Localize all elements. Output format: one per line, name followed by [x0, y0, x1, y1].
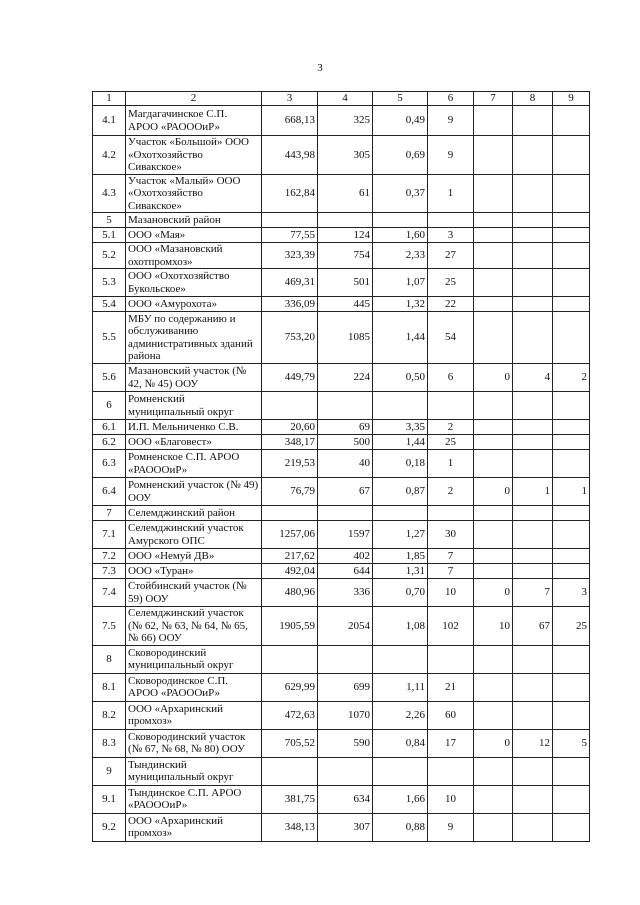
table-cell: 753,20: [262, 312, 318, 364]
table-cell: 6.3: [93, 450, 126, 478]
table-cell: [474, 269, 513, 297]
table-cell: 0,49: [373, 106, 428, 136]
table-cell: 21: [428, 673, 474, 701]
table-cell: [474, 312, 513, 364]
table-cell: [553, 813, 590, 841]
table-cell: [318, 213, 373, 228]
table-cell: [474, 174, 513, 213]
table-cell: 1,44: [373, 312, 428, 364]
table-cell: Стойбинский участок (№ 59) ООУ: [126, 579, 262, 607]
table-cell: Сковородинское С.П. АРОО «РАОООиР»: [126, 673, 262, 701]
table-cell: 5.6: [93, 364, 126, 392]
table-cell: [474, 420, 513, 435]
header-cell: 6: [428, 92, 474, 106]
table-cell: 61: [318, 174, 373, 213]
table-cell: [553, 506, 590, 521]
table-cell: 492,04: [262, 564, 318, 579]
table-cell: [474, 673, 513, 701]
table-cell: Участок «Большой» ООО «Охотхозяйство Сивакское»: [126, 136, 262, 175]
table-cell: [513, 435, 553, 450]
table-cell: 7.1: [93, 521, 126, 549]
table-cell: 754: [318, 243, 373, 269]
table-cell: 5: [93, 213, 126, 228]
table-row: [93, 420, 590, 435]
table-cell: 501: [318, 269, 373, 297]
table-cell: 1597: [318, 521, 373, 549]
table-cell: 1,60: [373, 228, 428, 243]
table-cell: [513, 701, 553, 729]
table-cell: [513, 549, 553, 564]
data-table: [92, 91, 590, 842]
table-cell: 8: [93, 645, 126, 673]
table-cell: 4.3: [93, 174, 126, 213]
table-cell: 1: [428, 174, 474, 213]
table-cell: 2: [428, 420, 474, 435]
table-cell: 67: [513, 607, 553, 646]
table-cell: 5: [553, 729, 590, 757]
table-cell: [513, 757, 553, 785]
table-cell: [513, 228, 553, 243]
table-cell: И.П. Мельниченко С.В.: [126, 420, 262, 435]
table-cell: ООО «Охотхозяйство Букольское»: [126, 269, 262, 297]
table-cell: 449,79: [262, 364, 318, 392]
table-cell: [513, 106, 553, 136]
table-cell: 7: [428, 549, 474, 564]
table-cell: 6.2: [93, 435, 126, 450]
table-cell: 402: [318, 549, 373, 564]
table-cell: Магдагачинское С.П. АРОО «РАОООиР»: [126, 106, 262, 136]
table-cell: ООО «Благовест»: [126, 435, 262, 450]
table-cell: [513, 521, 553, 549]
table-cell: 2: [428, 478, 474, 506]
table-cell: 2054: [318, 607, 373, 646]
table-cell: 60: [428, 701, 474, 729]
table-row: [93, 228, 590, 243]
table-cell: 54: [428, 312, 474, 364]
table-cell: 480,96: [262, 579, 318, 607]
table-cell: [474, 521, 513, 549]
header-cell: 3: [262, 92, 318, 106]
table-cell: 20,60: [262, 420, 318, 435]
table-row: [93, 549, 590, 564]
table-cell: [513, 450, 553, 478]
table-cell: [553, 757, 590, 785]
table-cell: [474, 106, 513, 136]
table-cell: [553, 564, 590, 579]
table-cell: Селемджинский участок (№ 62, № 63, № 64, № 65, № 66) ООУ: [126, 607, 262, 646]
table-row: [93, 106, 590, 136]
table-cell: 4.2: [93, 136, 126, 175]
table-cell: 1,11: [373, 673, 428, 701]
header-cell: 1: [93, 92, 126, 106]
table-cell: 1: [553, 478, 590, 506]
table-cell: 6.1: [93, 420, 126, 435]
table-cell: [474, 785, 513, 813]
table-cell: 27: [428, 243, 474, 269]
table-cell: 0,18: [373, 450, 428, 478]
table-row: [93, 564, 590, 579]
table-row: [93, 785, 590, 813]
table-cell: [553, 392, 590, 420]
table-cell: [553, 213, 590, 228]
header-cell: 4: [318, 92, 373, 106]
table-cell: [428, 506, 474, 521]
table-cell: Участок «Малый» ООО «Охотхозяйство Сивакское»: [126, 174, 262, 213]
table-cell: 0: [474, 579, 513, 607]
table-cell: 634: [318, 785, 373, 813]
table-cell: [553, 701, 590, 729]
table-cell: 7: [93, 506, 126, 521]
table-cell: [553, 785, 590, 813]
table-cell: [553, 243, 590, 269]
table-cell: [474, 228, 513, 243]
table-row: [93, 478, 590, 506]
table-cell: [262, 757, 318, 785]
table-cell: 1,44: [373, 435, 428, 450]
table-cell: [553, 106, 590, 136]
table-cell: [318, 506, 373, 521]
table-cell: [474, 136, 513, 175]
table-cell: 1,07: [373, 269, 428, 297]
table-row: [93, 521, 590, 549]
header-cell: 5: [373, 92, 428, 106]
table-cell: [513, 564, 553, 579]
table-cell: 6: [93, 392, 126, 420]
table-cell: 25: [428, 435, 474, 450]
table-cell: 6: [428, 364, 474, 392]
table-cell: 472,63: [262, 701, 318, 729]
table-cell: 0,69: [373, 136, 428, 175]
table-cell: 0,50: [373, 364, 428, 392]
table-cell: 305: [318, 136, 373, 175]
table-row: [93, 506, 590, 521]
table-cell: [513, 269, 553, 297]
table-row: [93, 813, 590, 841]
table-cell: [513, 174, 553, 213]
table-cell: 1: [513, 478, 553, 506]
table-body: [93, 92, 590, 842]
table-cell: [474, 435, 513, 450]
table-cell: 25: [428, 269, 474, 297]
table-cell: [513, 813, 553, 841]
table-cell: 7: [513, 579, 553, 607]
table-cell: [262, 392, 318, 420]
table-cell: [474, 564, 513, 579]
table-cell: 1085: [318, 312, 373, 364]
table-cell: ООО «Амурохота»: [126, 297, 262, 312]
header-cell: 7: [474, 92, 513, 106]
table-cell: 22: [428, 297, 474, 312]
table-cell: [553, 420, 590, 435]
table-cell: [513, 392, 553, 420]
table-cell: ООО «Немуй ДВ»: [126, 549, 262, 564]
table-cell: 25: [553, 607, 590, 646]
table-cell: 307: [318, 813, 373, 841]
table-header-row: [93, 92, 590, 106]
table-cell: 162,84: [262, 174, 318, 213]
table-cell: 2,33: [373, 243, 428, 269]
table-cell: [474, 549, 513, 564]
table-cell: [474, 213, 513, 228]
table-cell: Сковородинский участок (№ 67, № 68, № 80) ООУ: [126, 729, 262, 757]
table-cell: 1: [428, 450, 474, 478]
table-cell: [553, 297, 590, 312]
table-cell: 9: [428, 106, 474, 136]
table-cell: 0: [474, 364, 513, 392]
table-cell: 67: [318, 478, 373, 506]
table-cell: [513, 213, 553, 228]
header-cell: 8: [513, 92, 553, 106]
table-cell: 1905,59: [262, 607, 318, 646]
table-cell: 219,53: [262, 450, 318, 478]
table-cell: 5.5: [93, 312, 126, 364]
table-cell: [553, 549, 590, 564]
table-cell: [318, 757, 373, 785]
table-cell: 5.2: [93, 243, 126, 269]
table-cell: [513, 297, 553, 312]
table-row: [93, 607, 590, 646]
table-cell: 1070: [318, 701, 373, 729]
table-cell: 40: [318, 450, 373, 478]
table-cell: 30: [428, 521, 474, 549]
table-cell: 4: [513, 364, 553, 392]
table-cell: 7.3: [93, 564, 126, 579]
table-cell: [553, 228, 590, 243]
table-cell: 1,08: [373, 607, 428, 646]
table-cell: [553, 645, 590, 673]
table-cell: [513, 420, 553, 435]
table-cell: 699: [318, 673, 373, 701]
table-cell: 668,13: [262, 106, 318, 136]
table-cell: 2,26: [373, 701, 428, 729]
table-cell: 336,09: [262, 297, 318, 312]
table-cell: [474, 701, 513, 729]
table-cell: 8.3: [93, 729, 126, 757]
table-row: [93, 136, 590, 175]
table-cell: [513, 506, 553, 521]
table-cell: 348,17: [262, 435, 318, 450]
table-cell: 10: [474, 607, 513, 646]
table-cell: 69: [318, 420, 373, 435]
table-cell: [373, 645, 428, 673]
table-cell: ООО «Туран»: [126, 564, 262, 579]
table-row: [93, 243, 590, 269]
table-cell: [373, 213, 428, 228]
table-cell: 5.1: [93, 228, 126, 243]
table-cell: 443,98: [262, 136, 318, 175]
table-row: [93, 435, 590, 450]
table-cell: [428, 645, 474, 673]
table-cell: [474, 243, 513, 269]
table-cell: [553, 269, 590, 297]
table-cell: [513, 673, 553, 701]
table-cell: [553, 174, 590, 213]
table-cell: 3: [553, 579, 590, 607]
table-cell: [553, 673, 590, 701]
table-cell: [474, 392, 513, 420]
table-cell: 590: [318, 729, 373, 757]
table-row: [93, 174, 590, 213]
table-cell: 4.1: [93, 106, 126, 136]
table-cell: [553, 521, 590, 549]
table-row: [93, 450, 590, 478]
table-cell: 6.4: [93, 478, 126, 506]
table-row: [93, 673, 590, 701]
table-cell: 17: [428, 729, 474, 757]
table-cell: [262, 645, 318, 673]
table-cell: 0,84: [373, 729, 428, 757]
table-cell: 5.3: [93, 269, 126, 297]
table-cell: 9.2: [93, 813, 126, 841]
table-cell: 7.5: [93, 607, 126, 646]
table-cell: 7.2: [93, 549, 126, 564]
table-row: [93, 392, 590, 420]
table-cell: Сковородинский муниципальный округ: [126, 645, 262, 673]
table-cell: 381,75: [262, 785, 318, 813]
table-cell: 325: [318, 106, 373, 136]
table-cell: [474, 757, 513, 785]
table-cell: Селемджинский район: [126, 506, 262, 521]
table-cell: 705,52: [262, 729, 318, 757]
table-cell: 9: [428, 813, 474, 841]
table-cell: ООО «Мазановский охотпромхоз»: [126, 243, 262, 269]
table-cell: [474, 645, 513, 673]
table-cell: 0,88: [373, 813, 428, 841]
table-row: [93, 579, 590, 607]
table-cell: ООО «Мая»: [126, 228, 262, 243]
table-cell: 1,27: [373, 521, 428, 549]
table-cell: [553, 136, 590, 175]
table-cell: 8.1: [93, 673, 126, 701]
table-cell: 0,87: [373, 478, 428, 506]
table-cell: 217,62: [262, 549, 318, 564]
table-cell: [553, 450, 590, 478]
table-cell: 1257,06: [262, 521, 318, 549]
table-cell: 7: [428, 564, 474, 579]
table-cell: [262, 506, 318, 521]
table-cell: МБУ по содержанию и обслуживанию административных зданий района: [126, 312, 262, 364]
table-cell: [373, 506, 428, 521]
header-cell: 9: [553, 92, 590, 106]
table-row: [93, 269, 590, 297]
table-cell: 348,13: [262, 813, 318, 841]
table-cell: 1,32: [373, 297, 428, 312]
table-cell: 644: [318, 564, 373, 579]
table-cell: 1,31: [373, 564, 428, 579]
table-cell: [513, 136, 553, 175]
table-cell: 336: [318, 579, 373, 607]
table-cell: Тындинское С.П. АРОО «РАОООиР»: [126, 785, 262, 813]
table-cell: Ромненский участок (№ 49) ООУ: [126, 478, 262, 506]
table-cell: [373, 392, 428, 420]
table-cell: 10: [428, 579, 474, 607]
table-cell: [318, 645, 373, 673]
table-cell: Селемджинский участок Амурского ОПС: [126, 521, 262, 549]
table-cell: [262, 213, 318, 228]
table-cell: [474, 450, 513, 478]
table-cell: 500: [318, 435, 373, 450]
table-cell: 10: [428, 785, 474, 813]
table-cell: 102: [428, 607, 474, 646]
table-row: [93, 757, 590, 785]
table-cell: Ромненский муниципальный округ: [126, 392, 262, 420]
table-cell: 8.2: [93, 701, 126, 729]
table-cell: [318, 392, 373, 420]
table-cell: [513, 645, 553, 673]
table-cell: 9.1: [93, 785, 126, 813]
table-cell: [553, 312, 590, 364]
table-cell: [553, 435, 590, 450]
table-row: [93, 701, 590, 729]
header-cell: 2: [126, 92, 262, 106]
table-cell: [474, 297, 513, 312]
table-cell: 3: [428, 228, 474, 243]
table-cell: 0: [474, 478, 513, 506]
table-cell: [474, 813, 513, 841]
table-cell: [513, 243, 553, 269]
table-cell: 445: [318, 297, 373, 312]
table-row: [93, 729, 590, 757]
table-cell: [428, 392, 474, 420]
table-cell: 9: [93, 757, 126, 785]
table-cell: 76,79: [262, 478, 318, 506]
table-cell: [428, 213, 474, 228]
table-cell: 3,35: [373, 420, 428, 435]
table-cell: 12: [513, 729, 553, 757]
page-number: 3: [317, 62, 323, 74]
table-cell: 2: [553, 364, 590, 392]
table-cell: ООО «Архаринский промхоз»: [126, 813, 262, 841]
table-cell: 1,85: [373, 549, 428, 564]
table-cell: [373, 757, 428, 785]
table-cell: ООО «Архаринский промхоз»: [126, 701, 262, 729]
table-cell: 1,66: [373, 785, 428, 813]
table-row: [93, 364, 590, 392]
table-cell: Мазановский участок (№ 42, № 45) ООУ: [126, 364, 262, 392]
table-cell: [513, 785, 553, 813]
table-cell: 0: [474, 729, 513, 757]
table-cell: [513, 312, 553, 364]
table-cell: 0,37: [373, 174, 428, 213]
table-cell: 224: [318, 364, 373, 392]
table-row: [93, 213, 590, 228]
table-cell: 0,70: [373, 579, 428, 607]
table-cell: 124: [318, 228, 373, 243]
table-cell: 469,31: [262, 269, 318, 297]
table-cell: 77,55: [262, 228, 318, 243]
table-cell: [428, 757, 474, 785]
table-cell: 9: [428, 136, 474, 175]
table-row: [93, 645, 590, 673]
table-row: [93, 297, 590, 312]
table-cell: Тындинский муниципальный округ: [126, 757, 262, 785]
table-cell: [474, 506, 513, 521]
table-cell: Мазановский район: [126, 213, 262, 228]
table-row: [93, 312, 590, 364]
table-cell: 7.4: [93, 579, 126, 607]
table-cell: 5.4: [93, 297, 126, 312]
table-cell: 323,39: [262, 243, 318, 269]
table-cell: 629,99: [262, 673, 318, 701]
table-cell: Ромненское С.П. АРОО «РАОООиР»: [126, 450, 262, 478]
